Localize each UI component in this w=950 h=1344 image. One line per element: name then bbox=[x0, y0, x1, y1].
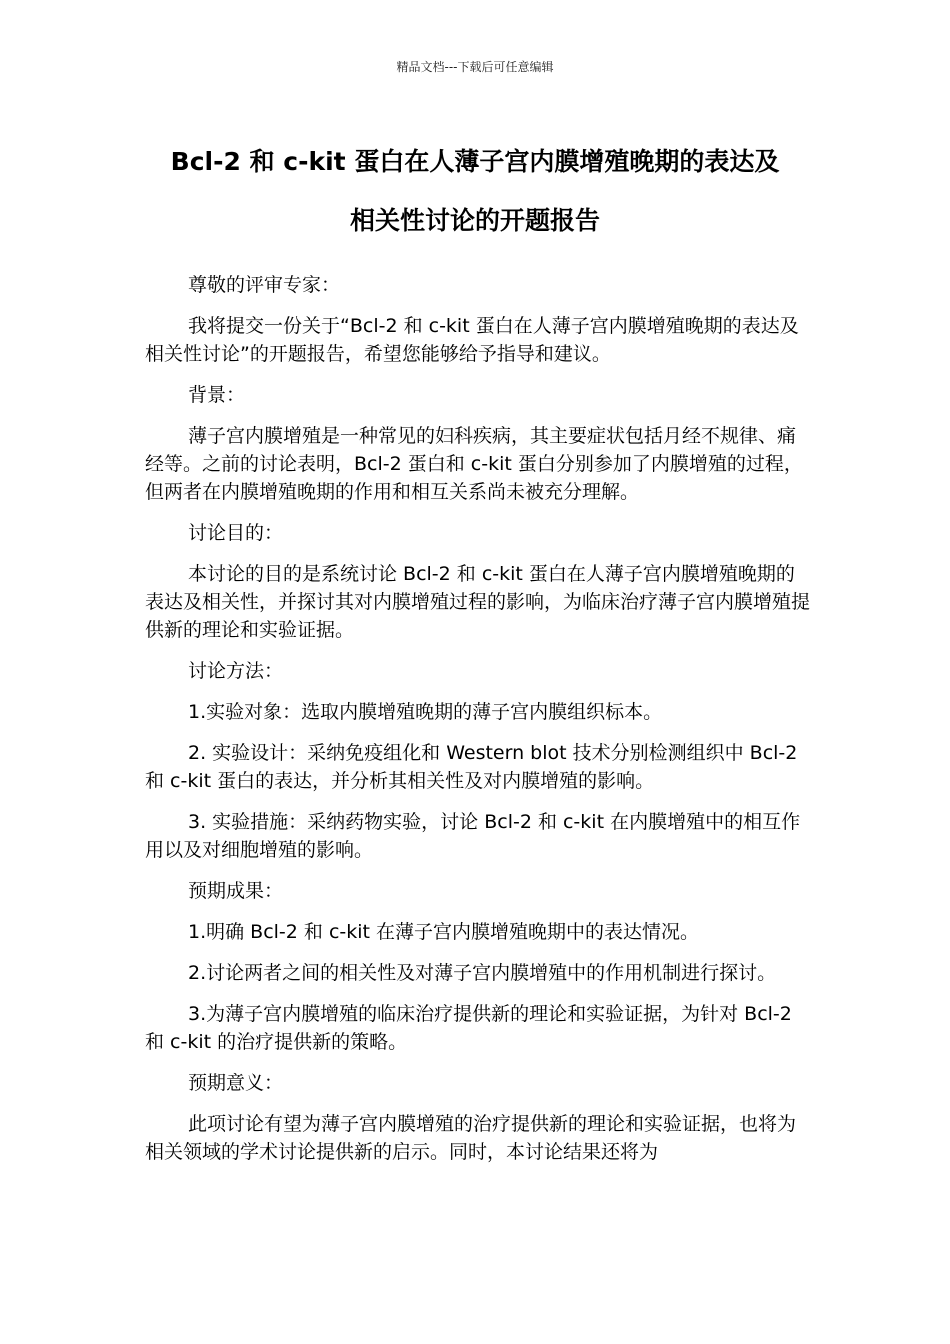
document-title bbox=[100, 132, 850, 250]
title-line-2: 相关性讨论的开题报告 bbox=[349, 206, 600, 235]
section-heading-background: 背景： bbox=[188, 384, 246, 406]
method-item: 3. 实验措施：采纳药物实验，讨论 Bcl-2 和 c-kit 在内膜增殖中的相互作用以及对细胞增殖的影响。 bbox=[145, 811, 801, 861]
section-heading-methods: 讨论方法： bbox=[188, 660, 284, 682]
background-paragraph: 薄子宫内膜增殖是一种常见的妇科疾病，其主要症状包括月经不规律、痛经等。之前的讨论表明，Bcl-2 蛋白和 c-kit 蛋白分别参加了内膜增殖的过程，但两者在内膜增殖晚期的作用和相互关系尚未被充分理解。 bbox=[145, 425, 803, 503]
document-body bbox=[145, 271, 810, 1179]
outcome-item: 1.明确 Bcl-2 和 c-kit 在薄子宫内膜增殖晚期中的表达情况。 bbox=[188, 921, 700, 943]
section-heading-significance: 预期意义： bbox=[188, 1072, 284, 1094]
method-item: 1.实验对象：选取内膜增殖晚期的薄子宫内膜组织标本。 bbox=[188, 701, 663, 723]
salutation: 尊敬的评审专家： bbox=[188, 274, 341, 296]
significance-paragraph: 此项讨论有望为薄子宫内膜增殖的治疗提供新的理论和实验证据，也将为相关领域的学术讨论提供新的启示。同时，本讨论结果还将为 bbox=[145, 1113, 797, 1163]
method-item: 2. 实验设计：采纳免疫组化和 Western blot 技术分别检测组织中 Bcl-2 和 c-kit 蛋白的表达，并分析其相关性及对内膜增殖的影响。 bbox=[145, 742, 798, 792]
outcome-item: 2.讨论两者之间的相关性及对薄子宫内膜增殖中的作用机制进行探讨。 bbox=[188, 962, 777, 984]
section-heading-purpose: 讨论目的： bbox=[188, 522, 284, 544]
intro-paragraph: 我将提交一份关于“Bcl-2 和 c-kit 蛋白在人薄子宫内膜增殖晚期的表达及相关性讨论”的开题报告，希望您能够给予指导和建议。 bbox=[145, 315, 799, 365]
outcome-item: 3.为薄子宫内膜增殖的临床治疗提供新的理论和实验证据，为针对 Bcl-2 和 c-kit 的治疗提供新的策略。 bbox=[145, 1003, 792, 1053]
title-line-1: Bcl-2 和 c-kit 蛋白在人薄子宫内膜增殖晚期的表达及 bbox=[170, 147, 780, 176]
header-note: 精品文档---下载后可任意编辑 bbox=[396, 60, 554, 74]
section-heading-outcomes: 预期成果： bbox=[188, 880, 284, 902]
purpose-paragraph: 本讨论的目的是系统讨论 Bcl-2 和 c-kit 蛋白在人薄子宫内膜增殖晚期的表达及相关性，并探讨其对内膜增殖过程的影响，为临床治疗薄子宫内膜增殖提供新的理论和实验证据。 bbox=[145, 563, 811, 641]
